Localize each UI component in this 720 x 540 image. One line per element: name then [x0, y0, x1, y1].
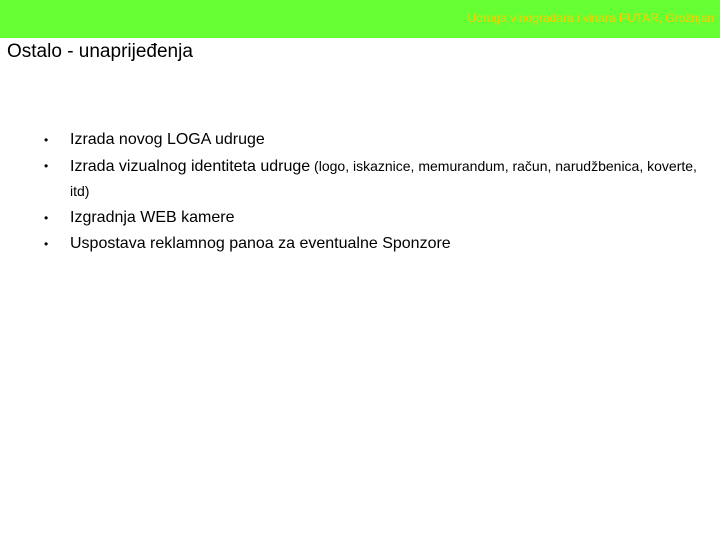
- header-text: Udruga vinogradara i vinara PUTAR, Grožnjan: [467, 11, 714, 25]
- bullet-detail-text: (logo, iskaznice, memurandum, račun, narudžbenica, koverte, itd): [70, 158, 697, 199]
- header-bar: [0, 0, 720, 38]
- bullet-item: [0, 128, 700, 152]
- bullet-text: Uspostava reklamnog panoa za eventualne Sponzore: [70, 235, 451, 252]
- bullet-marker: •: [44, 159, 49, 173]
- slide-title: Ostalo - unaprijeđenja: [7, 41, 193, 62]
- bullet-marker: •: [44, 133, 49, 147]
- bullet-text: Izrada vizualnog identiteta udruge: [70, 158, 311, 175]
- bullet-item: [0, 232, 700, 256]
- bullet-item: [0, 154, 700, 204]
- bullet-item: [0, 206, 700, 230]
- bullet-marker: •: [44, 237, 49, 251]
- bullet-list: [0, 128, 700, 258]
- bullet-text: Izrada novog LOGA udruge: [70, 131, 265, 148]
- bullet-marker: •: [44, 211, 49, 225]
- bullet-text: Izgradnja WEB kamere: [70, 209, 235, 226]
